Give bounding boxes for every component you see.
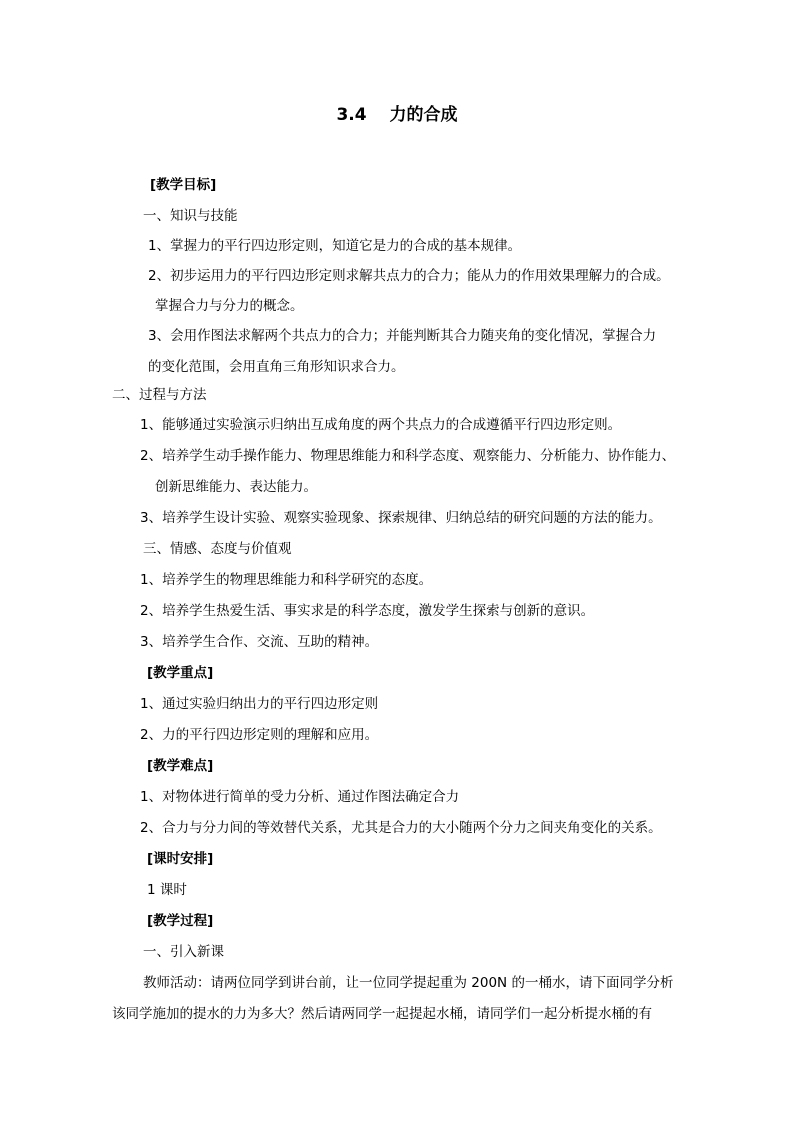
subsection-attitudes-values: 三、情感、态度与价值观	[143, 541, 292, 557]
paragraph-line: 教师活动：请两位同学到讲台前，让一位同学提起重为 200N 的一桶水，请下面同学分析	[143, 975, 674, 991]
schedule-item: 1 课时	[147, 882, 187, 898]
subsection-knowledge-skills: 一、知识与技能	[143, 208, 238, 224]
page-title: 3.4 力的合成	[336, 105, 458, 125]
subsection-process-methods: 二、过程与方法	[112, 387, 207, 403]
goal-item: 1、掌握力的平行四边形定则，知道它是力的合成的基本规律。	[148, 238, 522, 254]
subsection-introduction: 一、引入新课	[143, 944, 224, 960]
goal-item: 2、初步运用力的平行四边形定则求解共点力的合力；能从力的作用效果理解力的合成。	[148, 268, 670, 284]
goal-item: 1、培养学生的物理思维能力和科学研究的态度。	[140, 572, 433, 588]
key-point-item: 1、通过实验归纳出力的平行四边形定则	[140, 696, 379, 712]
difficulty-item: 2、合力与分力间的等效替代关系，尤其是合力的大小随两个分力之间夹角变化的关系。	[140, 820, 662, 836]
section-heading-difficulties: [教学难点]	[147, 758, 214, 774]
section-heading-key-points: [教学重点]	[147, 665, 214, 681]
section-heading-teaching-process: [教学过程]	[147, 913, 214, 929]
goal-item: 3、培养学生合作、交流、互助的精神。	[140, 634, 379, 650]
goal-item: 1、能够通过实验演示归纳出互成角度的两个共点力的合成遵循平行四边形定则。	[140, 417, 622, 433]
difficulty-item: 1、对物体进行简单的受力分析、通过作图法确定合力	[140, 789, 460, 805]
goal-item: 2、培养学生热爱生活、事实求是的科学态度，激发学生探索与创新的意识。	[140, 603, 595, 619]
section-heading-schedule: [课时安排]	[147, 851, 214, 867]
paragraph-line: 该同学施加的提水的力为多大？然后请两同学一起提起水桶，请同学们一起分析提水桶的有	[112, 1006, 652, 1022]
goal-item-continued: 的变化范围，会用直角三角形知识求合力。	[148, 359, 405, 375]
key-point-item: 2、力的平行四边形定则的理解和应用。	[140, 727, 379, 743]
goal-item-continued: 掌握合力与分力的概念。	[155, 298, 304, 314]
section-heading-teaching-goals: [教学目标]	[150, 177, 217, 193]
goal-item: 3、会用作图法求解两个共点力的合力；并能判断其合力随夹角的变化情况，掌握合力	[148, 328, 657, 344]
goal-item: 2、培养学生动手操作能力、物理思维能力和科学态度、观察能力、分析能力、协作能力、	[140, 448, 676, 464]
goal-item: 3、培养学生设计实验、观察实验现象、探索规律、归纳总结的研究问题的方法的能力。	[140, 510, 662, 526]
goal-item-continued: 创新思维能力、表达能力。	[155, 479, 317, 495]
